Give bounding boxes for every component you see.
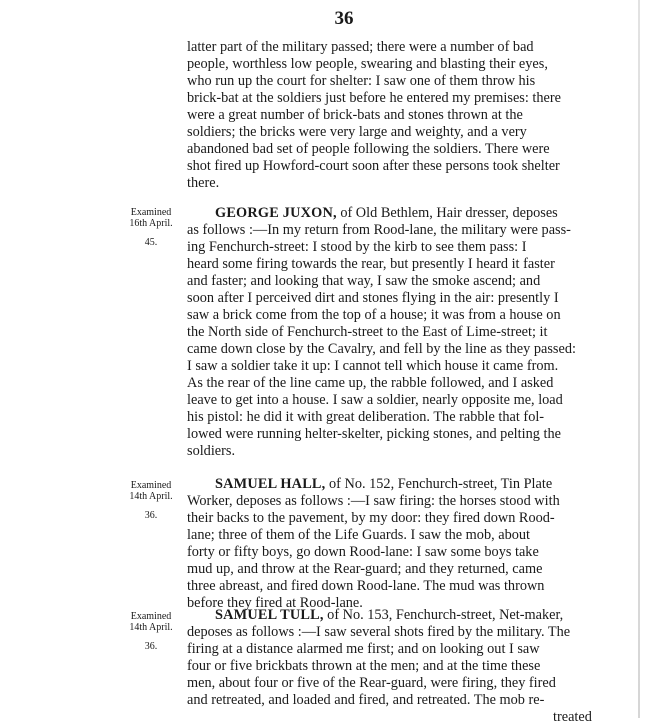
text-line: soldiers. — [187, 443, 236, 459]
text-fragment: of No. 153, Fenchurch-street, Net-maker, — [323, 607, 564, 623]
text-line: abandoned bad set of people following the soldiers. There were — [187, 141, 550, 157]
text-line: As the rear of the line came up, the rabble followed, and I asked — [187, 375, 554, 391]
text-line: four or five brickbats thrown at the men; and at the time these — [187, 658, 541, 674]
page-number: 36 — [334, 8, 354, 29]
deposition-first-line — [215, 476, 552, 493]
text-line: and faster; and looking that way, I saw the smoke ascend; and — [187, 273, 541, 289]
text-line: three abreast, and fired down Rood-lane. The mud was thrown — [187, 578, 545, 594]
text-line: heard some firing towards the rear, but presently I heard it faster — [187, 256, 555, 272]
deponent-name: SAMUEL TULL, — [215, 607, 324, 623]
text-line: soldiers; the bricks were very large and weighty, and a very — [187, 124, 527, 140]
margin-note — [116, 480, 186, 521]
text-line: I saw a soldier take it up: I cannot tell which house it came from. — [187, 358, 559, 374]
text-line: firing at a distance alarmed me first; and on looking out I saw — [187, 641, 540, 657]
page-edge-shadow — [638, 0, 640, 718]
text-line: saw a brick come from the top of a house; it was from a house on — [187, 307, 561, 323]
text-line: the North side of Fenchurch-street to the East of Lime-street; it — [187, 324, 548, 340]
text-line: latter part of the military passed; there were a number of bad — [187, 39, 534, 55]
text-line: leave to get into a house. I saw a soldier, nearly opposite me, load — [187, 392, 563, 408]
margin-note — [116, 207, 186, 248]
text-line: their backs to the pavement, by my door: they fired down Rood- — [187, 510, 555, 526]
deposition-first-line — [215, 205, 558, 222]
text-line: people, worthless low people, swearing and blasting their eyes, — [187, 56, 548, 72]
text-line: lowed were running helter-skelter, picking stones, and pelting the — [187, 426, 561, 442]
text-line: soon after I perceived dirt and stones flying in the air: presently I — [187, 290, 559, 306]
margin-number: 36. — [144, 510, 158, 521]
text-line: as follows :—In my return from Rood-lane, the military were pass- — [187, 222, 571, 238]
text-line: mud up, and throw at the Rear-guard; and they returned, came — [187, 561, 543, 577]
text-line: lane; three of them of the Life Guards. I saw the mob, about — [187, 527, 531, 543]
margin-examined: Examined — [130, 207, 172, 218]
deposition-first-line — [215, 607, 563, 624]
margin-date: 14th April. — [129, 491, 173, 502]
text-line: deposes as follows :—I saw several shots fired by the military. The — [187, 624, 571, 640]
text-line: forty or fifty boys, go down Rood-lane: I saw some boys take — [187, 544, 539, 560]
deponent-name: GEORGE JUXON, — [215, 205, 337, 221]
text-fragment: of No. 152, Fenchurch-street, Tin Plate — [325, 476, 553, 492]
margin-date: 14th April. — [129, 622, 173, 633]
text-line: his pistol: he did it with great deliberation. The rabble that fol- — [187, 409, 545, 425]
margin-number: 36. — [144, 641, 158, 652]
text-line: were a great number of brick-bats and stones thrown at the — [187, 107, 523, 123]
text-line: and retreated, and loaded and fired, and retreated. The mob re- — [187, 692, 545, 708]
text-line: came down close by the Cavalry, and fell by the line as they passed: — [187, 341, 576, 357]
text-line: brick-bat at the soldiers just before he entered my premises: there — [187, 90, 561, 106]
text-fragment: of Old Bethlem, Hair dresser, deposes — [336, 205, 558, 221]
text-line: who run up the court for shelter: I saw one of them throw his — [187, 73, 536, 89]
margin-date: 16th April. — [129, 218, 173, 229]
deponent-name: SAMUEL HALL, — [215, 476, 326, 492]
text-line: ing Fenchurch-street: I stood by the kirb to see them pass: I — [187, 239, 527, 255]
margin-number: 45. — [144, 237, 158, 248]
text-line: shot fired up Howford-court soon after these persons took shelter — [187, 158, 560, 174]
margin-examined: Examined — [130, 480, 172, 491]
catchword: treated — [553, 709, 592, 725]
text-line: before they fired at Rood-lane. — [187, 595, 363, 611]
margin-examined: Examined — [130, 611, 172, 622]
text-line: men, about four or five of the Rear-guard, were firing, they fired — [187, 675, 556, 691]
text-line: there. — [187, 175, 220, 191]
margin-note — [116, 611, 186, 652]
text-line: Worker, deposes as follows :—I saw firing: the horses stood with — [187, 493, 560, 509]
